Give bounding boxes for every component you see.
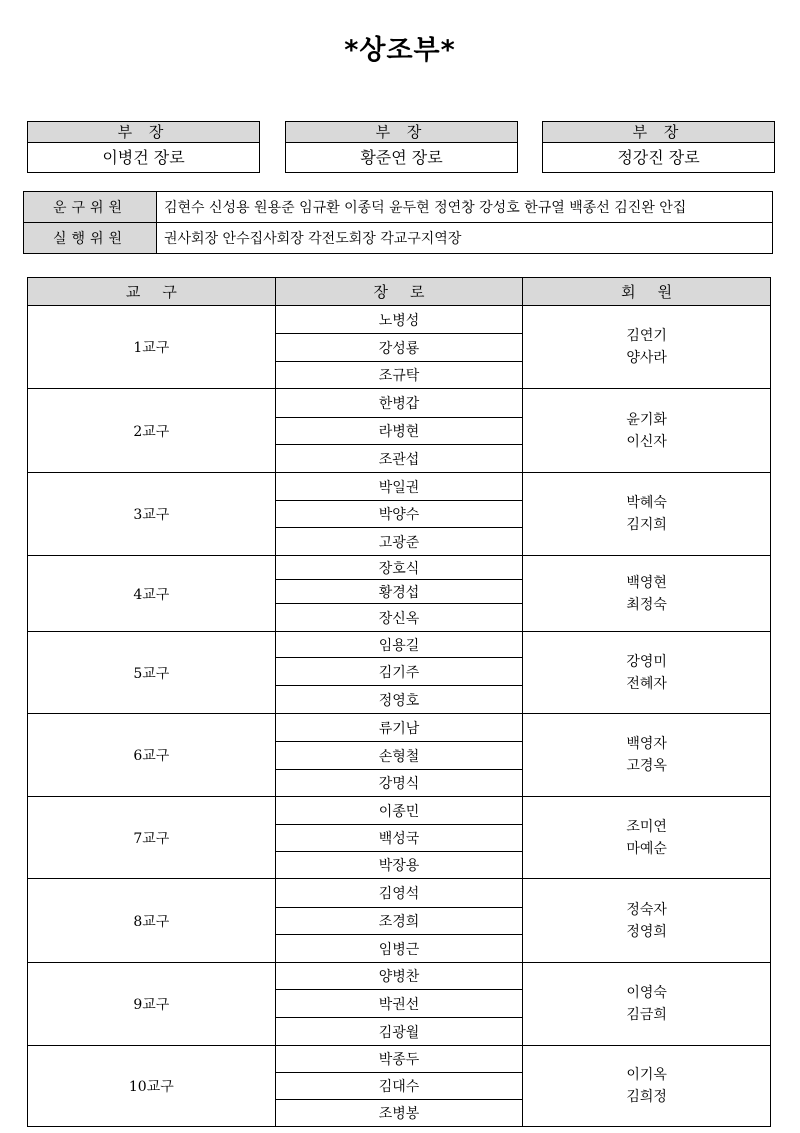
member-name: 김지희	[626, 517, 667, 533]
elder-cell: 강명식	[275, 770, 523, 797]
elder-cell: 고광준	[275, 528, 523, 556]
elder-cell: 장호식	[275, 556, 523, 580]
elder-cell: 양병찬	[275, 963, 523, 990]
elder-cell: 손형철	[275, 742, 523, 770]
elder-cell: 노병성	[275, 306, 523, 334]
head-name: 정강진 장로	[617, 148, 700, 167]
elder-cell: 임병근	[275, 935, 523, 963]
head-name: 이병건 장로	[102, 148, 185, 167]
members-cell	[523, 306, 771, 389]
members-cell	[523, 797, 771, 879]
district-cell: 5교구	[28, 632, 276, 714]
district-cell: 3교구	[28, 473, 276, 556]
header-members: 회원	[523, 278, 771, 306]
elder-cell: 김광월	[275, 1018, 523, 1046]
header-elder: 장로	[275, 278, 523, 306]
elder-cell: 임용길	[275, 632, 523, 658]
elder-cell: 조관섭	[275, 445, 523, 473]
table-row	[28, 632, 771, 658]
committee-label: 운구위원	[24, 192, 157, 223]
table-row	[28, 1046, 771, 1073]
member-name: 정숙자	[626, 901, 667, 918]
head-label: 부 장	[543, 122, 774, 143]
elder-cell: 김영석	[275, 879, 523, 908]
elder-cell: 백성국	[275, 825, 523, 852]
table-row	[28, 879, 771, 908]
head-box-3	[542, 121, 775, 173]
member-name: 백영현	[626, 574, 667, 591]
elder-cell: 한병갑	[275, 389, 523, 418]
members-cell	[523, 389, 771, 473]
district-cell: 8교구	[28, 879, 276, 963]
district-cell: 6교구	[28, 714, 276, 797]
elder-cell: 조규탁	[275, 362, 523, 389]
department-heads	[27, 121, 777, 174]
member-name: 김금희	[626, 1007, 667, 1023]
members-cell	[523, 632, 771, 714]
table-row	[28, 389, 771, 418]
member-name: 전혜자	[626, 675, 667, 692]
elder-cell: 박종두	[275, 1046, 523, 1073]
elder-cell: 라병현	[275, 418, 523, 445]
district-cell: 2교구	[28, 389, 276, 473]
elder-cell: 조병봉	[275, 1100, 523, 1127]
members-cell	[523, 714, 771, 797]
district-cell: 7교구	[28, 797, 276, 879]
head-label: 부 장	[286, 122, 517, 143]
elder-cell: 강성룡	[275, 334, 523, 362]
elder-cell: 장신옥	[275, 604, 523, 632]
elder-cell: 조경희	[275, 908, 523, 935]
district-cell: 4교구	[28, 556, 276, 632]
member-name: 정영희	[626, 923, 667, 940]
member-name: 양사라	[626, 350, 667, 366]
district-table-body	[28, 306, 771, 1127]
table-row	[28, 306, 771, 334]
committee-label: 실행위원	[24, 223, 157, 254]
members-cell	[523, 879, 771, 963]
elder-cell: 정영호	[275, 686, 523, 714]
elder-cell: 박장용	[275, 852, 523, 879]
table-row	[28, 714, 771, 742]
elder-cell: 이종민	[275, 797, 523, 825]
committee-members: 김현수 신성용 원용준 임규환 이종덕 윤두현 정연창 강성호 한규열 백종선 김진완 안집	[157, 192, 773, 223]
district-cell: 1교구	[28, 306, 276, 389]
member-name: 김희정	[626, 1089, 667, 1105]
members-cell	[523, 1046, 771, 1127]
head-name: 황준연 장로	[360, 148, 443, 167]
member-name: 조미연	[626, 818, 667, 835]
head-label: 부 장	[28, 122, 259, 143]
elder-cell: 김기주	[275, 658, 523, 686]
member-name: 박혜숙	[626, 495, 667, 511]
district-cell: 9교구	[28, 963, 276, 1046]
member-name: 고경옥	[626, 758, 667, 774]
members-cell	[523, 556, 771, 632]
elder-cell: 박권선	[275, 990, 523, 1018]
head-box-1	[27, 121, 260, 173]
district-cell: 10교구	[28, 1046, 276, 1127]
elder-cell: 김대수	[275, 1073, 523, 1100]
elder-cell: 황경섭	[275, 580, 523, 604]
member-name: 백영자	[626, 736, 667, 752]
committee-table	[23, 191, 773, 254]
committee-row	[24, 223, 773, 254]
elder-cell: 박일권	[275, 473, 523, 501]
members-cell	[523, 963, 771, 1046]
member-name: 윤기화	[626, 411, 667, 428]
member-name: 강영미	[626, 653, 667, 670]
member-name: 김연기	[626, 328, 667, 344]
page-title: *상조부*	[344, 35, 456, 66]
committee-members: 권사회장 안수집사회장 각전도회장 각교구지역장	[157, 223, 773, 254]
table-row	[28, 556, 771, 580]
members-cell	[523, 473, 771, 556]
header-district: 교구	[28, 278, 276, 306]
table-header-row	[28, 278, 771, 306]
member-name: 마예순	[626, 840, 667, 857]
member-name: 최정숙	[626, 596, 667, 613]
elder-cell: 박양수	[275, 501, 523, 528]
member-name: 이영숙	[626, 985, 667, 1001]
table-row	[28, 473, 771, 501]
member-name: 이신자	[626, 433, 667, 450]
district-table	[27, 277, 771, 1127]
table-row	[28, 963, 771, 990]
elder-cell: 류기남	[275, 714, 523, 742]
head-box-2	[285, 121, 518, 173]
member-name: 이기옥	[626, 1067, 667, 1083]
table-row	[28, 797, 771, 825]
committee-row	[24, 192, 773, 223]
